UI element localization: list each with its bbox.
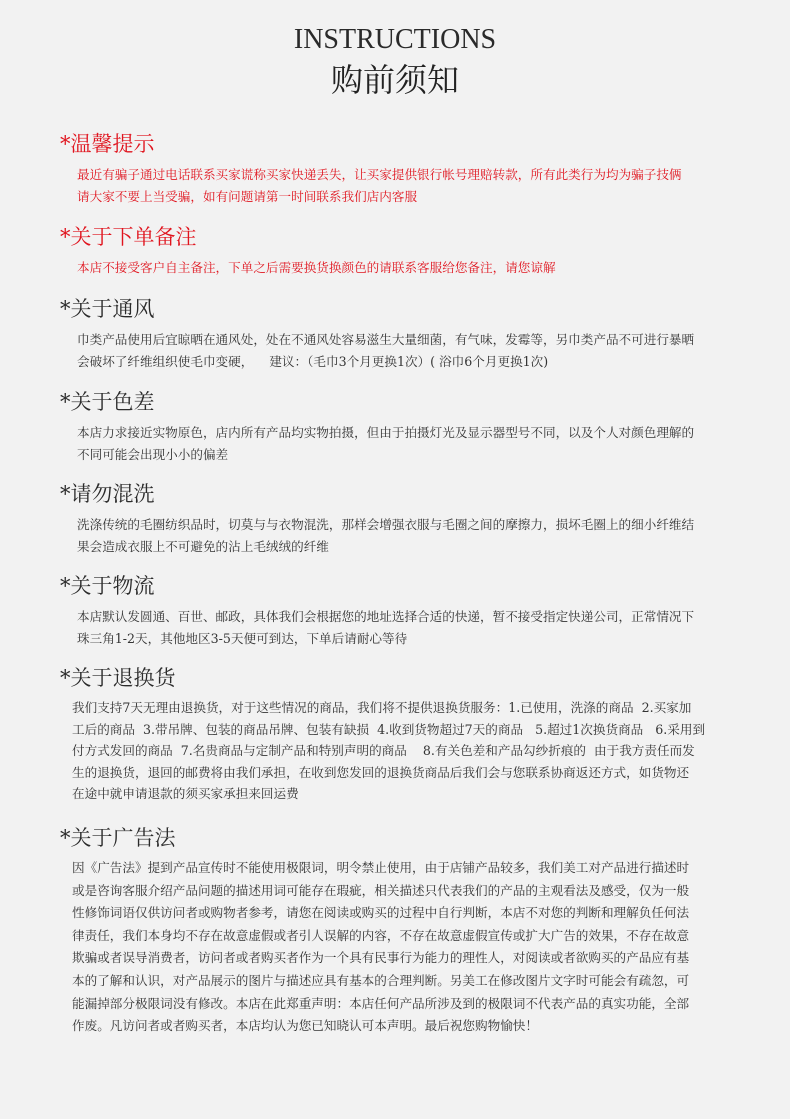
body-line: 付方式发回的商品 7.名贵商品与定制产品和特别声明的商品 8.有关色差和产品勾纱折痕的 由于我方责任而发 [72, 743, 695, 758]
section-advertising-law [60, 824, 740, 1038]
section-title: *关于退换货 [60, 666, 176, 690]
body-line: 律责任，我们本身均不存在故意虚假或者引人误解的内容，不存在故意虚假宣传或扩大广告的效果，不存在故意 [72, 927, 690, 943]
section-body [77, 514, 740, 557]
body-line: 性修饰词语仅供访问者或购物者参考，请您在阅读或购买的过程中自行判断，本店不对您的判断和理解负任何法 [72, 905, 690, 921]
body-line: 巾类产品使用后宜晾晒在通风处，处在不通风处容易滋生大量细菌，有气味，发霉等，另巾类产品不可进行暴晒 [77, 332, 695, 347]
body-line: 能漏掉部分极限词没有修改。本店在此郑重声明：本店任何产品所涉及到的极限词不代表产品的真实功能，全部 [72, 995, 690, 1011]
body-line: 果会造成衣服上不可避免的沾上毛绒绒的纤维 [77, 538, 329, 554]
section-ventilation [60, 295, 740, 372]
body-line: 最近有骗子通过电话联系买家谎称买家快递丢失，让买家提供银行帐号理赔转款，所有此类行为均为骗子技俩 [77, 167, 682, 182]
section-title: *关于广告法 [60, 826, 176, 850]
section-body [77, 164, 740, 207]
body-line: 本店不接受客户自主备注，下单之后需要换货换颜色的请联系客服给您备注，请您谅解 [77, 260, 556, 275]
body-line: 本的了解和认识，对产品展示的图片与描述应具有基本的合理判断。另美工在修改图片文字时可能会有疏忽，可 [72, 972, 690, 988]
body-line: 本店力求接近实物原色，店内所有产品均实物拍摄，但由于拍摄灯光及显示器型号不同，以及个人对颜色理解的 [77, 425, 695, 440]
body-line: 我们支持7天无理由退换货，对于这些情况的商品，我们将不提供退换货服务：1.已使用，洗涤的商品 2.买家加 [72, 700, 692, 715]
section-title: *关于下单备注 [60, 225, 197, 249]
section-title: *关于物流 [60, 574, 155, 598]
body-line: 不同可能会出现小小的偏差 [77, 446, 229, 462]
page-header [0, 24, 790, 102]
section-body [72, 697, 740, 805]
section-title: *关于色差 [60, 390, 155, 414]
section-returns [60, 664, 740, 805]
section-body [77, 257, 740, 279]
section-body [77, 422, 740, 465]
section-no-mixed-wash [60, 480, 740, 557]
section-title: *请勿混洗 [60, 482, 155, 506]
body-line: 或是咨询客服介绍产品问题的描述用词可能存在瑕疵，相关描述只代表我们的产品的主观看法及感受，仅为一般 [72, 882, 690, 898]
body-line: 洗涤传统的毛圈纺织品时，切莫与与衣物混洗，那样会增强衣服与毛圈之间的摩擦力，损坏毛圈上的细小纤维结 [77, 517, 695, 532]
body-line: 请大家不要上当受骗，如有问题请第一时间联系我们店内客服 [77, 188, 418, 204]
section-title: *温馨提示 [60, 132, 155, 156]
body-line: 珠三角1-2天，其他地区3-5天便可到达，下单后请耐心等待 [77, 630, 408, 646]
body-line: 工后的商品 3.带吊牌、包装的商品吊牌、包装有缺损 4.收到货物超过7天的商品 5.超过1次换货商品 6.采用到 [72, 721, 706, 737]
body-line: 欺骗或者误导消费者，访问者或者购买者作为一个具有民事行为能力的理性人，对阅读或者欲购买的产品应有基 [72, 950, 690, 966]
body-line: 本店默认发圆通、百世、邮政，具体我们会根据您的地址选择合适的快递，暂不接受指定快递公司，正常情况下 [77, 609, 695, 624]
section-warm-tips [60, 130, 740, 207]
body-line: 在途中就申请退款的须买家承担来回运费 [72, 786, 299, 801]
body-line: 作废。凡访问者或者购买者，本店均认为您已知晓认可本声明。最后祝您购物愉快！ [72, 1018, 538, 1034]
title-chinese: 购前须知 [330, 61, 459, 99]
title-english: INSTRUCTIONS [293, 24, 497, 55]
section-logistics [60, 572, 740, 649]
section-title: *关于通风 [60, 297, 155, 321]
body-line: 因《广告法》提到产品宣传时不能使用极限词，明令禁止使用，由于店铺产品较多，我们美工对产品进行描述时 [72, 860, 690, 875]
section-order-notes [60, 223, 740, 279]
section-body [77, 606, 740, 649]
body-line: 会破坏了纤维组织使毛巾变硬， 建议：（毛巾3个月更换1次）( 浴巾6个月更换1次) [77, 353, 549, 369]
body-line: 生的退换货，退回的邮费将由我们承担，在收到您发回的退换货商品后我们会与您联系协商返还方式，如货物还 [72, 764, 690, 780]
section-color-difference [60, 388, 740, 465]
section-body [72, 857, 740, 1038]
section-body [77, 329, 740, 372]
